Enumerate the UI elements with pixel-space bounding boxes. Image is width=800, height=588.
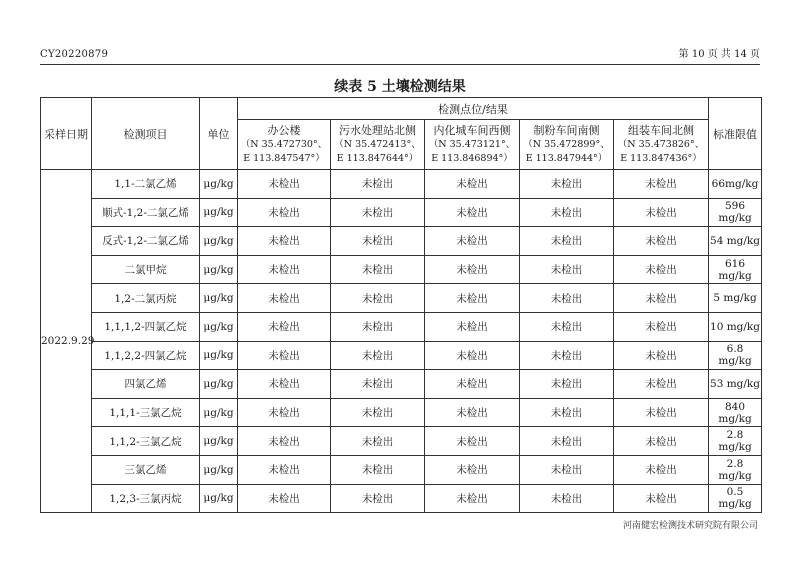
- unit-cell: μg/kg: [200, 170, 238, 199]
- limit-cell: 840 mg/kg: [709, 398, 762, 427]
- table-row: [41, 341, 762, 370]
- result-cell: 未检出: [331, 341, 425, 370]
- test-item-cell: 1,1,1-三氯乙烷: [92, 398, 200, 427]
- result-cell: 未检出: [520, 484, 614, 513]
- limit-cell: 6.8 mg/kg: [709, 341, 762, 370]
- limit-cell: 53 mg/kg: [709, 370, 762, 399]
- test-item-cell: 1,2,3-三氯丙烷: [92, 484, 200, 513]
- result-cell: 未检出: [614, 427, 709, 456]
- header-test-item: 检测项目: [92, 98, 200, 170]
- result-cell: 未检出: [520, 398, 614, 427]
- result-cell: 未检出: [331, 227, 425, 256]
- unit-cell: μg/kg: [200, 284, 238, 313]
- result-cell: 未检出: [331, 484, 425, 513]
- test-item-cell: 1,1-二氯乙烯: [92, 170, 200, 199]
- header-locations-group: 检测点位/结果: [238, 98, 709, 120]
- result-cell: 未检出: [614, 455, 709, 484]
- limit-cell: 5 mg/kg: [709, 284, 762, 313]
- unit-cell: μg/kg: [200, 484, 238, 513]
- result-cell: 未检出: [331, 398, 425, 427]
- result-cell: 未检出: [331, 455, 425, 484]
- test-item-cell: 1,1,2,2-四氯乙烷: [92, 341, 200, 370]
- limit-cell: 66mg/kg: [709, 170, 762, 199]
- result-cell: 未检出: [520, 427, 614, 456]
- result-cell: 未检出: [425, 398, 520, 427]
- location-coords: E 113.847547°）: [243, 152, 325, 164]
- report-number: CY20220879: [40, 49, 109, 60]
- table-row: [41, 170, 762, 199]
- limit-cell: 10 mg/kg: [709, 312, 762, 341]
- result-cell: 未检出: [614, 398, 709, 427]
- result-cell: 未检出: [425, 484, 520, 513]
- result-cell: 未检出: [238, 398, 331, 427]
- result-cell: 未检出: [331, 170, 425, 199]
- location-coords: E 113.847436°）: [620, 152, 702, 164]
- location-coords: （N 35.472730°、: [240, 138, 328, 150]
- header-location-5: [614, 120, 709, 170]
- location-name: 组装车间北侧: [628, 123, 694, 137]
- header-location-1: [238, 120, 331, 170]
- result-cell: 未检出: [614, 170, 709, 199]
- location-coords: （N 35.473121°、: [428, 138, 516, 150]
- result-cell: 未检出: [425, 170, 520, 199]
- result-cell: 未检出: [331, 255, 425, 284]
- location-coords: E 113.846894°）: [431, 152, 513, 164]
- table-row: [41, 198, 762, 227]
- unit-cell: μg/kg: [200, 370, 238, 399]
- result-cell: 未检出: [331, 370, 425, 399]
- location-coords: E 113.847644°）: [336, 152, 419, 164]
- header-location-2: [331, 120, 425, 170]
- result-cell: 未检出: [614, 341, 709, 370]
- location-name: 内化城车间西侧: [433, 123, 511, 137]
- result-cell: 未检出: [425, 284, 520, 313]
- test-item-cell: 反式-1,2-二氯乙烯: [92, 227, 200, 256]
- location-coords: （N 35.472413°、: [334, 138, 421, 150]
- table-row: [41, 455, 762, 484]
- table-row: [41, 427, 762, 456]
- result-cell: 未检出: [614, 484, 709, 513]
- header-standard-limit: 标准限值: [709, 98, 762, 170]
- test-item-cell: 二氯甲烷: [92, 255, 200, 284]
- result-cell: 未检出: [331, 427, 425, 456]
- result-cell: 未检出: [520, 284, 614, 313]
- location-coords: E 113.847944°）: [525, 152, 608, 164]
- result-cell: 未检出: [520, 227, 614, 256]
- result-cell: 未检出: [614, 370, 709, 399]
- result-cell: 未检出: [425, 255, 520, 284]
- result-cell: 未检出: [238, 427, 331, 456]
- soil-results-table: [40, 97, 762, 513]
- result-cell: 未检出: [520, 341, 614, 370]
- limit-cell: 616 mg/kg: [709, 255, 762, 284]
- location-coords: （N 35.473826°、: [617, 138, 705, 150]
- result-cell: 未检出: [614, 255, 709, 284]
- result-cell: 未检出: [520, 170, 614, 199]
- test-item-cell: 1,1,1,2-四氯乙烷: [92, 312, 200, 341]
- table-row: [41, 484, 762, 513]
- result-cell: 未检出: [614, 198, 709, 227]
- test-item-cell: 四氯乙烯: [92, 370, 200, 399]
- result-cell: 未检出: [520, 255, 614, 284]
- unit-cell: μg/kg: [200, 255, 238, 284]
- header-unit: 单位: [200, 98, 238, 170]
- header-sampling-date: 采样日期: [41, 98, 92, 170]
- location-name: 制粉车间南侧: [533, 123, 600, 137]
- header-location-4: [520, 120, 614, 170]
- result-cell: 未检出: [238, 370, 331, 399]
- limit-cell: 0.5 mg/kg: [709, 484, 762, 513]
- result-cell: 未检出: [331, 312, 425, 341]
- result-cell: 未检出: [520, 455, 614, 484]
- table-row: [41, 370, 762, 399]
- result-cell: 未检出: [425, 227, 520, 256]
- location-coords: （N 35.472899°、: [523, 138, 610, 150]
- unit-cell: μg/kg: [200, 398, 238, 427]
- result-cell: 未检出: [520, 370, 614, 399]
- result-cell: 未检出: [238, 198, 331, 227]
- result-cell: 未检出: [425, 370, 520, 399]
- result-cell: 未检出: [238, 170, 331, 199]
- result-cell: 未检出: [520, 198, 614, 227]
- limit-cell: 596 mg/kg: [709, 198, 762, 227]
- table-row: [41, 312, 762, 341]
- result-cell: 未检出: [614, 312, 709, 341]
- limit-cell: 2.8 mg/kg: [709, 427, 762, 456]
- table-row: [41, 284, 762, 313]
- table-title: 续表 5 土壤检测结果: [334, 79, 466, 95]
- result-cell: 未检出: [425, 455, 520, 484]
- test-item-cell: 1,1,2-三氯乙烷: [92, 427, 200, 456]
- result-cell: 未检出: [238, 227, 331, 256]
- unit-cell: μg/kg: [200, 427, 238, 456]
- result-cell: 未检出: [425, 427, 520, 456]
- unit-cell: μg/kg: [200, 455, 238, 484]
- result-cell: 未检出: [238, 312, 331, 341]
- unit-cell: μg/kg: [200, 341, 238, 370]
- header-location-3: [425, 120, 520, 170]
- result-cell: 未检出: [331, 198, 425, 227]
- location-name: 办公楼: [267, 123, 301, 137]
- issuer-org: 河南健宏检测技术研究院有限公司: [622, 521, 758, 531]
- result-cell: 未检出: [425, 198, 520, 227]
- result-cell: 未检出: [520, 312, 614, 341]
- limit-cell: 2.8 mg/kg: [709, 455, 762, 484]
- result-cell: 未检出: [238, 455, 331, 484]
- page-header: [40, 44, 760, 65]
- result-cell: 未检出: [238, 284, 331, 313]
- table-row: [41, 227, 762, 256]
- result-cell: 未检出: [238, 255, 331, 284]
- test-item-cell: 三氯乙烯: [92, 455, 200, 484]
- result-cell: 未检出: [614, 284, 709, 313]
- limit-cell: 54 mg/kg: [709, 227, 762, 256]
- result-cell: 未检出: [425, 341, 520, 370]
- result-cell: 未检出: [425, 312, 520, 341]
- result-cell: 未检出: [238, 341, 331, 370]
- unit-cell: μg/kg: [200, 198, 238, 227]
- page-number: 第 10 页 共 14 页: [678, 49, 760, 60]
- unit-cell: μg/kg: [200, 312, 238, 341]
- table-row: [41, 398, 762, 427]
- result-cell: 未检出: [614, 227, 709, 256]
- unit-cell: μg/kg: [200, 227, 238, 256]
- test-item-cell: 1,2-二氯丙烷: [92, 284, 200, 313]
- location-name: 污水处理站北侧: [339, 123, 416, 137]
- result-cell: 未检出: [331, 284, 425, 313]
- table-row: [41, 255, 762, 284]
- test-item-cell: 顺式-1,2-二氯乙烯: [92, 198, 200, 227]
- result-cell: 未检出: [238, 484, 331, 513]
- sampling-date-cell: 2022.9.29: [41, 170, 92, 513]
